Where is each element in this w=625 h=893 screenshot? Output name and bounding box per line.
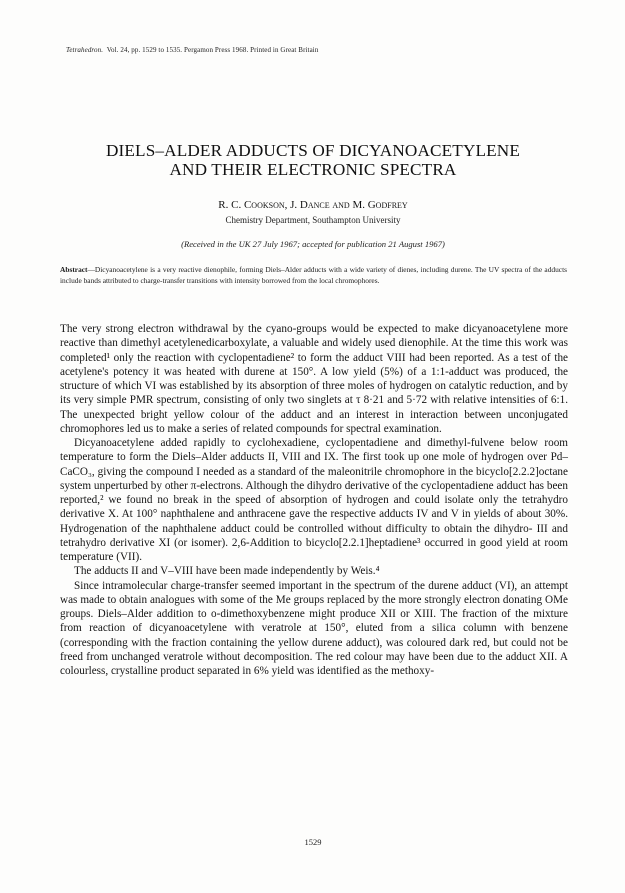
abstract-text: —Dicyanoacetylene is a very reactive dienophile, forming Diels–Alder adducts with a wide variety of dienes, including durene. The UV spectra of the adducts include bands attributed to charge-transfer transitions with intensity borrowed from the local chromophores. (60, 265, 567, 285)
journal-details: Vol. 24, pp. 1529 to 1535. Pergamon Press 1968. Printed in Great Britain (106, 46, 319, 54)
paragraph-1: The very strong electron withdrawal by the cyano-groups would be expected to make dicyanoacetylene more reactive than dimethyl acetylenedicarboxylate, a valuable and widely used dienophile. At the time this work was completed¹ only the reaction with cyclopentadiene² to form the adduct VIII had been reported. As a test of the acetylene's potency it was heated with durene at 150°. A low yield (5%) of a 1:1-adduct was produced, the structure of which VI was established by its absorption of three moles of hydrogen on catalytic reduction, and by its very simple PMR spectrum, consisting of only two singlets at τ 8·21 and 5·72 with relative intensities of 6:1. The unexpected bright yellow colour of the adduct and an interest in interaction between unconjugated chromophores led us to make a series of related compounds for spectral examination. (60, 323, 568, 435)
title-line-2: AND THEIR ELECTRONIC SPECTRA (169, 160, 457, 179)
paragraph-2: Dicyanoacetylene added rapidly to cyclohexadiene, cyclopentadiene and dimethyl-fulvene below room temperature to form the Diels–Alder adducts II, VIII and IX. The first took up one mole of hydrogen over Pd–CaCO₃, giving the compound I needed as a standard of the maleonitrile chromophore in the bicyclo[2.2.2]octane system unperturbed by other π-electrons. Although the dihydro derivative of the cyclopentadiene adduct has been reported,² we found no break in the speed of absorption of hydrogen and could isolate only the tetrahydro derivative X. At 100° naphthalene and anthracene gave the respective adducts IV and V in yields of about 30%. Hydrogenation of the naphthalene adduct could be controlled without difficulty to obtain the dihydro- III and tetrahydro derivative XI (or isomer). 2,6-Addition to bicyclo[2.2.1]heptadiene³ occurred in good yield at room temperature (VII). (60, 437, 568, 563)
article-body (60, 322, 568, 678)
abstract (60, 265, 567, 286)
author-list: R. C. Cookson, J. Dance and M. Godfrey (218, 199, 408, 211)
article-title (60, 141, 566, 179)
title-line-1: DIELS–ALDER ADDUCTS OF DICYANOACETYLENE (105, 141, 521, 160)
affiliation: Chemistry Department, Southampton University (225, 215, 401, 225)
running-head (66, 46, 586, 54)
page-number: 1529 (304, 837, 322, 847)
paragraph-4: Since intramolecular charge-transfer seemed important in the spectrum of the durene adduct (VI), an attempt was made to obtain analogues with some of the Me groups replaced by the more strongly electron donating OMe groups. Diels–Alder addition to o-dimethoxybenzene might produce XII or XIII. The fraction of the mixture from reaction of dicyanoacetylene with veratrole at 150°, eluted from a silica column with benzene (corresponding with the fraction containing the yellow durene adduct), was coloured dark red, but could not be freed from unchanged veratrole without decomposition. The red colour may have been due to the adduct XII. A colourless, crystalline product separated in 6% yield was identified as the methoxy- (60, 579, 568, 677)
journal-name: Tetrahedron. (66, 46, 104, 54)
received-dates: (Received in the UK 27 July 1967; accepted for publication 21 August 1967) (181, 239, 445, 249)
abstract-label: Abstract (60, 265, 88, 274)
paragraph-3: The adducts II and V–VIII have been made independently by Weis.⁴ (74, 565, 380, 578)
